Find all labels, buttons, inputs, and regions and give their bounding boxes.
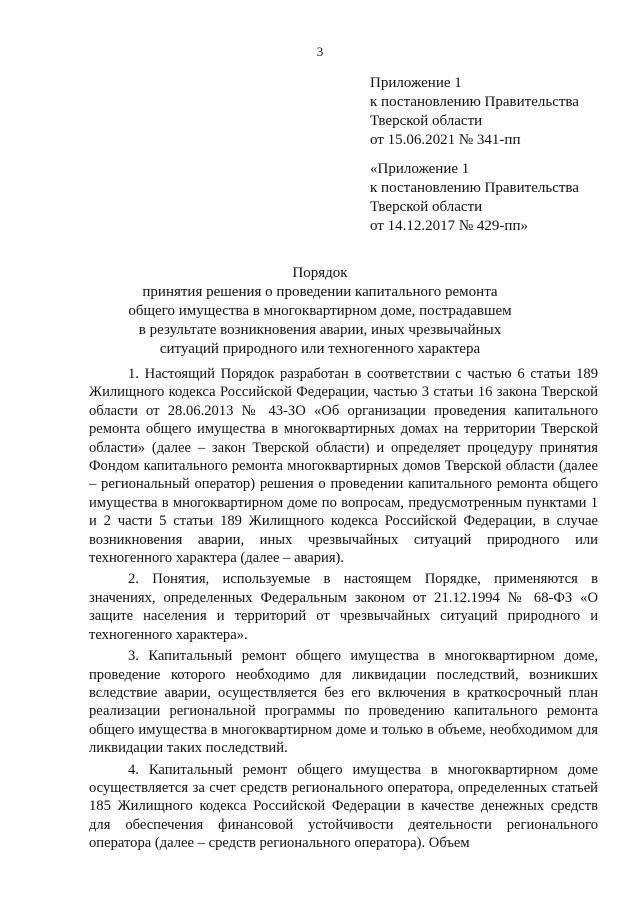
appendix-line: Тверской области — [370, 113, 483, 129]
paragraph-3: 3. Капитальный ремонт общего имущества в многоквартирном доме, проведение которого необходимо для ликвидации последствий, возникших вследствие аварии, осуществляется без его включения в краткосрочный план реализации региональной программы по проведению капитального ремонта общего имущества в многоквартирном доме и только в объеме, необходимом для ликвидации таких последствий. — [89, 648, 598, 757]
page-number: 3 — [316, 44, 324, 59]
document-body — [89, 365, 598, 856]
title-line: ситуаций природного или техногенного характера — [159, 341, 481, 357]
document-title — [0, 264, 640, 359]
title-line: принятия решения о проведении капитального ремонта — [142, 284, 498, 300]
appendix-line: Тверской области — [370, 199, 483, 215]
appendix-line: «Приложение 1 — [370, 161, 470, 177]
title-line: Порядок — [292, 265, 348, 281]
appendix-header-previous — [370, 160, 579, 236]
appendix-line: от 14.12.2017 № 429-пп» — [370, 218, 528, 234]
appendix-line: от 15.06.2021 № 341-пп — [370, 132, 521, 148]
paragraph-2: 2. Понятия, используемые в настоящем Порядке, применяются в значениях, определенных Федеральным законом от 21.12.1994 № 68-ФЗ «О защите населения и территорий от чрезвычайных ситуаций природного и техногенного характера». — [89, 571, 598, 643]
title-line: общего имущества в многоквартирном доме, пострадавшем — [128, 303, 512, 319]
appendix-header-current — [370, 74, 579, 150]
appendix-line: к постановлению Правительства — [370, 94, 579, 110]
title-line: в результате возникновения аварии, иных чрезвычайных — [138, 322, 502, 338]
appendix-line: к постановлению Правительства — [370, 180, 579, 196]
paragraph-1: 1. Настоящий Порядок разработан в соответствии с частью 6 статьи 189 Жилищного кодекса Российской Федерации, частью 3 статьи 16 закона Тверской области от 28.06.2013 № 43-ЗО «Об организации проведения капитального ремонта общего имущества в многоквартирных домах на территории Тверской области» (далее – закон Тверской области) и определяет процедуру принятия Фондом капитального ремонта многоквартирных домов Тверской области (далее – региональный оператор) решения о проведении капитального ремонта общего имущества в многоквартирном доме по вопросам, предусмотренным пунктами 1 и 2 части 5 статьи 189 Жилищного кодекса Российской Федерации, в случае возникновения аварии, иных чрезвычайных ситуаций природного или техногенного характера (далее – авария). — [89, 366, 598, 567]
appendix-line: Приложение 1 — [370, 75, 462, 91]
paragraph-4: 4. Капитальный ремонт общего имущества в многоквартирном доме осуществляется за счет средств регионального оператора, определенных статьей 185 Жилищного кодекса Российской Федерации в качестве денежных средств для обеспечения финансовой устойчивости деятельности регионального оператора (далее – средств регионального оператора). Объем — [89, 761, 598, 852]
